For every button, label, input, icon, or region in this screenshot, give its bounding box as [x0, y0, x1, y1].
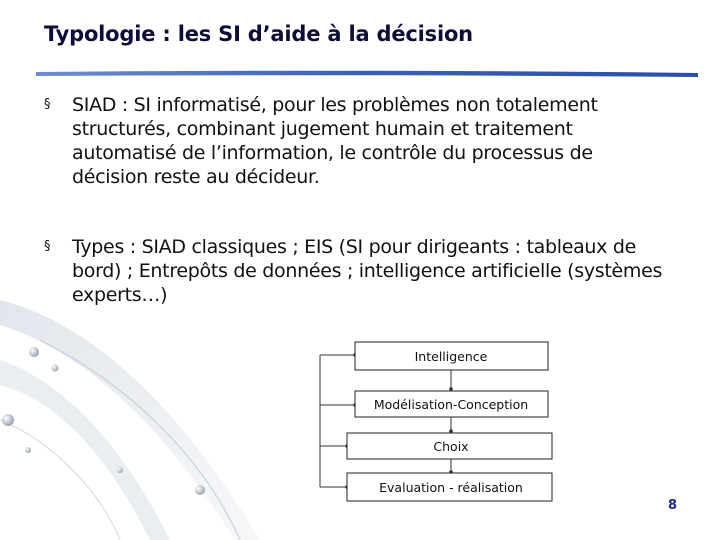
bullet-types: [44, 235, 664, 307]
bullet-siad: [44, 93, 664, 189]
bullet-text: SIAD : SI informatisé, pour les problèmes non totalement structurés, combinant jugement humain et traitement automatisé de l’information, le contrôle du processus de décision reste au décideur.: [72, 94, 598, 188]
step-label: Modélisation-Conception: [373, 397, 529, 412]
bullet-text: Types : SIAD classiques ; EIS (SI pour dirigeants : tableaux de bord) ; Entrepôts de données ; intelligence artificielle (systèmes experts…): [72, 236, 663, 306]
step-label: Evaluation - réalisation: [379, 480, 523, 495]
page-number: 8: [668, 498, 678, 513]
step-evaluation-realisation: [347, 473, 552, 501]
step-intelligence: [355, 342, 548, 370]
slide-title: Typologie : les SI d’aide à la décision: [44, 22, 473, 46]
title-underline: [36, 66, 698, 80]
step-modelisation-conception: [355, 391, 548, 417]
step-choix: [347, 433, 552, 459]
bullet-marker: §: [44, 239, 51, 254]
step-label: Intelligence: [414, 349, 488, 364]
step-label: Choix: [433, 439, 469, 454]
decision-process-diagram: [310, 335, 570, 505]
bullet-marker: §: [44, 97, 51, 112]
